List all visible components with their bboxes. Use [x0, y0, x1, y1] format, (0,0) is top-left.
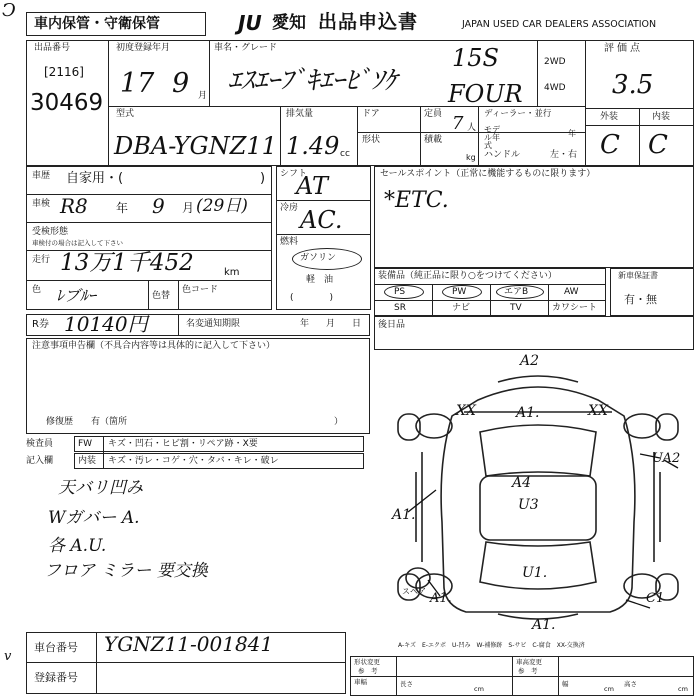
- load-unit: kg: [466, 153, 476, 162]
- equip-ps: PS: [394, 287, 406, 297]
- lot-number: 30469: [30, 90, 104, 116]
- equip-airbag-circle: [496, 285, 544, 299]
- lot-bracket: [2116]: [44, 65, 84, 79]
- inspection-year-unit: 年: [116, 201, 129, 215]
- handle-label: ハンドル: [484, 150, 521, 160]
- equipment-label: 装備品（純正品に限り○をつけてください）: [378, 271, 557, 281]
- equip-pw: PW: [452, 287, 467, 297]
- shift-value: AT: [296, 172, 329, 200]
- fw-label: FW: [78, 439, 93, 449]
- model-year-label: モデル年式: [484, 125, 500, 150]
- model-label: 型式: [116, 109, 135, 119]
- equip-airbag: エアB: [504, 287, 529, 297]
- int-items: キズ・汚レ・コゲ・穴・タバ・キレ・破レ: [108, 456, 279, 466]
- length-unit: cm: [474, 685, 484, 693]
- handnote-2: Wガバー A.: [48, 508, 140, 528]
- ju-logo: JU: [238, 11, 262, 35]
- exterior-label: 外装: [600, 112, 619, 122]
- equip-pw-circle: [442, 285, 482, 299]
- doors-label: ドア: [362, 109, 380, 119]
- equip-sr: SR: [394, 303, 406, 313]
- after-parts-label: 後日品: [378, 320, 406, 330]
- fuel-label: 燃料: [280, 237, 299, 247]
- mark-xx-right: XX: [588, 403, 608, 419]
- inspection-month: 9: [152, 194, 165, 218]
- form-title: 出品申込書: [318, 11, 419, 33]
- registration-label: 登録番号: [34, 671, 78, 684]
- capacity-unit: 人: [467, 123, 477, 133]
- history-close: ): [260, 171, 266, 186]
- mark-u3: U3: [518, 497, 539, 513]
- handnote-3: 各 A.U.: [48, 536, 107, 556]
- int-label: 内装: [78, 456, 97, 466]
- inspection-day: (29日): [196, 196, 248, 216]
- brand-name: 愛知: [272, 13, 306, 33]
- mileage-label: 走行: [32, 255, 51, 265]
- ref-label-1: 参 考: [358, 667, 378, 675]
- margin-tick: v: [4, 649, 12, 664]
- color-label: 色: [32, 285, 42, 295]
- displacement-value: 1.49: [286, 132, 340, 160]
- color-value: ﾚブﾙｰ: [56, 286, 97, 305]
- sales-point-label: セールスポイント（正常に機能するものに限ります）: [380, 169, 596, 179]
- history-value: 自家用・(: [66, 171, 124, 186]
- color-change-label: 色替: [152, 291, 171, 301]
- displacement-unit: cc: [340, 149, 350, 159]
- score-label: 評価点: [604, 43, 643, 54]
- damage-legend: A-キズ E-エクボ U-凹み W-補修跡 S-サビ C-腐食 XX-交換済: [398, 642, 585, 649]
- car-name-value: ｴｽｴｰﾌﾞｷｴｰﾋﾞｿｹ: [228, 66, 398, 96]
- exterior-value: C: [600, 130, 620, 160]
- capacity-value: 7: [452, 113, 464, 134]
- dealer-label: ディーラー・並行: [484, 109, 552, 119]
- car-name-label: 車名・グレード: [214, 43, 278, 53]
- aircon-value: AC.: [300, 206, 343, 234]
- receive-form-note: 車検付の場合は記入して下さい: [32, 239, 123, 247]
- equip-aw: AW: [564, 287, 579, 297]
- capacity-label: 定員: [424, 109, 443, 119]
- inspection-value: R8: [60, 194, 88, 218]
- change-record-label: 車高変更: [516, 658, 542, 666]
- sales-point-block: [374, 166, 694, 268]
- repair-close: ）: [334, 417, 344, 427]
- chassis-label: 車台番号: [34, 641, 78, 654]
- name-change-day: 日: [352, 319, 362, 329]
- spare-label: スペア: [402, 587, 426, 596]
- length-label: 長さ: [400, 680, 413, 688]
- shape-change-label: 形状変更: [354, 658, 380, 666]
- repair-label: 修復歴 有（箇所: [46, 417, 128, 427]
- first-reg-month: 9: [172, 68, 190, 99]
- lot-label: 出品番号: [34, 43, 71, 53]
- recycle-label: R券: [32, 319, 49, 330]
- score-value: 3.5: [612, 70, 654, 100]
- width-label: 幅: [562, 680, 569, 688]
- mark-xx-left: XX: [456, 403, 476, 419]
- mileage-unit: km: [224, 267, 240, 278]
- first-reg-label: 初度登録年月: [116, 43, 171, 53]
- fuel-gasoline: ガソリン: [300, 253, 337, 263]
- handnote-4: フロア ミラー 要交換: [44, 561, 208, 581]
- ref-label-2: 参 考: [518, 667, 538, 675]
- color-code-label: 色コード: [182, 285, 219, 295]
- grade-bottom: FOUR: [448, 80, 523, 108]
- equip-navi: ナビ: [452, 303, 471, 313]
- association-name: JAPAN USED CAR DEALERS ASSOCIATION: [462, 19, 657, 30]
- mark-a1-top: A1.: [516, 405, 540, 421]
- inspection-month-unit: 月: [182, 201, 195, 215]
- shape-label: 形状: [362, 135, 381, 145]
- height-unit: cm: [678, 685, 688, 693]
- name-change-label: 名変通知期限: [186, 319, 241, 329]
- displacement-label: 排気量: [286, 109, 314, 119]
- recycle-value: 10140円: [64, 312, 148, 336]
- interior-label: 内装: [652, 112, 671, 122]
- new-warranty-label: 新車保証書: [618, 271, 658, 280]
- model-year-unit: 年: [568, 129, 576, 138]
- drive-4wd: 4WD: [544, 83, 566, 93]
- mark-a1-rear-left: A1.: [430, 591, 452, 606]
- chassis-value: YGNZ11-001841: [104, 632, 274, 656]
- height-label: 高さ: [624, 680, 637, 688]
- interior-value: C: [648, 130, 668, 160]
- sales-point-value: *ETC.: [384, 188, 449, 213]
- inspector-label-1: 検査員: [26, 439, 54, 449]
- new-warranty-value: 有・無: [624, 293, 657, 306]
- first-reg-year: 17: [120, 68, 155, 99]
- fw-items: キズ・凹石・ヒビ割・リペア跡・X要: [108, 439, 258, 449]
- first-reg-month-unit: 月: [198, 91, 208, 101]
- inspector-label-2: 記入欄: [26, 456, 54, 466]
- mark-a2: A2: [520, 353, 540, 369]
- model-value: DBA-YGNZ11: [114, 132, 277, 160]
- fuel-diesel: 軽 油: [306, 275, 334, 285]
- receive-form-label: 受検形態: [32, 227, 69, 237]
- inspection-label: 車検: [32, 199, 51, 209]
- mileage-value: 13万1千452: [60, 250, 194, 276]
- storage-tag: 車内保管・守衛保管: [34, 16, 160, 32]
- notes-label: 注意事項申告欄（不具合内容等は具体的に記入して下さい）: [32, 341, 276, 351]
- equip-seat: カワシート: [552, 303, 598, 313]
- mark-u1: U1.: [522, 565, 548, 581]
- mark-a4: A4: [512, 475, 532, 491]
- after-parts-block: [374, 316, 694, 350]
- shift-label: シフト: [280, 169, 308, 179]
- grade-top: 15S: [452, 44, 499, 72]
- aircon-label: 冷房: [280, 203, 299, 213]
- mark-ua2: UA2: [652, 451, 681, 466]
- handnote-1: 天バリ凹み: [58, 478, 143, 498]
- corner-scribble: Ͻ: [2, 0, 16, 21]
- mark-a1-left: A1.: [392, 507, 416, 523]
- width-unit: cm: [604, 685, 614, 693]
- name-change-year: 年: [300, 319, 310, 329]
- name-change-month: 月: [326, 319, 336, 329]
- frame-label: 車幅: [354, 678, 367, 686]
- drive-2wd: 2WD: [544, 57, 566, 67]
- handle-options: 左・右: [550, 150, 578, 160]
- equip-ps-circle: [384, 285, 424, 299]
- fuel-other: ( ): [290, 293, 334, 303]
- load-label: 積載: [424, 135, 443, 145]
- mark-c1: C1: [646, 591, 665, 606]
- mark-a1-rear: A1.: [532, 617, 556, 633]
- history-label: 車歴: [32, 171, 51, 181]
- equip-tv: TV: [510, 303, 522, 313]
